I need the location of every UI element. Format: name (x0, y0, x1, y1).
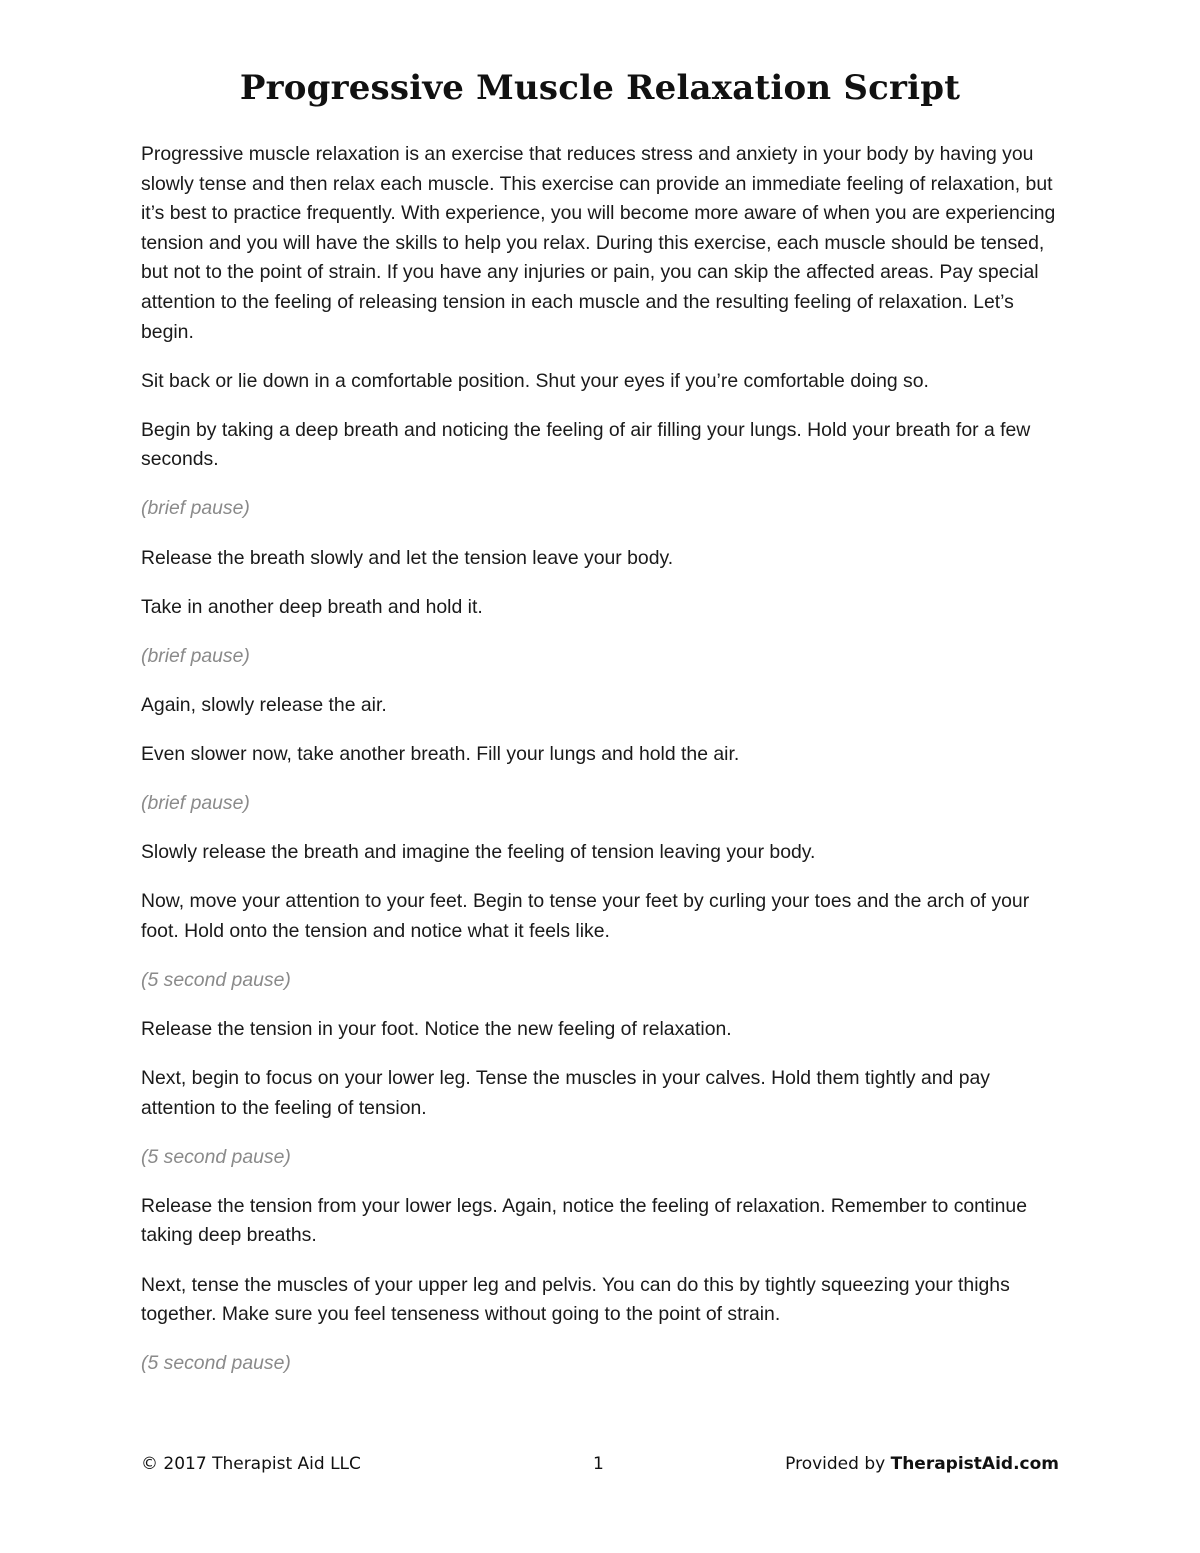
paragraph: Begin by taking a deep breath and noticing the feeling of air filling your lungs. Hold your breath for a few seconds. (141, 418, 1031, 471)
document-body (141, 140, 1061, 1398)
footer-provided-by (785, 1454, 1059, 1474)
paragraph: Even slower now, take another breath. Fill your lungs and hold the air. (141, 742, 740, 765)
footer-provided-by-prefix: Provided by (785, 1454, 891, 1474)
pause-note: (5 second pause) (141, 1145, 291, 1168)
page-footer (141, 1454, 1059, 1482)
pause-note: (brief pause) (141, 644, 250, 667)
paragraph: Next, tense the muscles of your upper leg and pelvis. You can do this by tightly squeezing your thighs together. Make sure you feel tenseness without going to the point of strain. (141, 1273, 1010, 1326)
paragraph: Slowly release the breath and imagine the feeling of tension leaving your body. (141, 841, 816, 864)
pause-note: (brief pause) (141, 792, 250, 814)
pause-note: (brief pause) (141, 497, 250, 520)
paragraph: Next, begin to focus on your lower leg. Tense the muscles in your calves. Hold them tightly and pay attention to the feeling of tension. (141, 1067, 990, 1119)
footer-brand-link: TherapistAid.com (890, 1454, 1059, 1474)
page-title: Progressive Muscle Relaxation Script (239, 68, 961, 108)
paragraph: Release the breath slowly and let the tension leave your body. (141, 546, 674, 569)
paragraph: Sit back or lie down in a comfortable position. Shut your eyes if you’re comfortable doing so. (141, 369, 929, 392)
intro-paragraph: Progressive muscle relaxation is an exercise that reduces stress and anxiety in your body by having you slowly tense and then relax each muscle. This exercise can provide an immediate feeling of relaxation, but it’s best to practice frequently. With experience, you will become more aware of when you are experiencing tension and you will have the skills to help you relax. During this exercise, each muscle should be tensed, but not to the point of strain. If you have any injuries or pain, you can skip the affected areas. Pay special attention to the feeling of releasing tension in each muscle and the resulting feeling of relaxation. Let’s begin. (141, 143, 1056, 343)
footer-copyright: © 2017 Therapist Aid LLC (141, 1454, 361, 1474)
paragraph: Again, slowly release the air. (141, 693, 387, 716)
paragraph: Take in another deep breath and hold it. (141, 595, 483, 618)
paragraph: Release the tension from your lower legs. Again, notice the feeling of relaxation. Remember to continue taking deep breaths. (141, 1194, 1028, 1247)
pause-note: (5 second pause) (141, 1352, 291, 1375)
paragraph: Now, move your attention to your feet. Begin to tense your feet by curling your toes and the arch of your foot. Hold onto the tension and notice what it feels like. (141, 890, 1030, 942)
paragraph: Release the tension in your foot. Notice the new feeling of relaxation. (141, 1017, 732, 1040)
footer-page-number: 1 (593, 1454, 604, 1474)
pause-note: (5 second pause) (141, 968, 291, 991)
